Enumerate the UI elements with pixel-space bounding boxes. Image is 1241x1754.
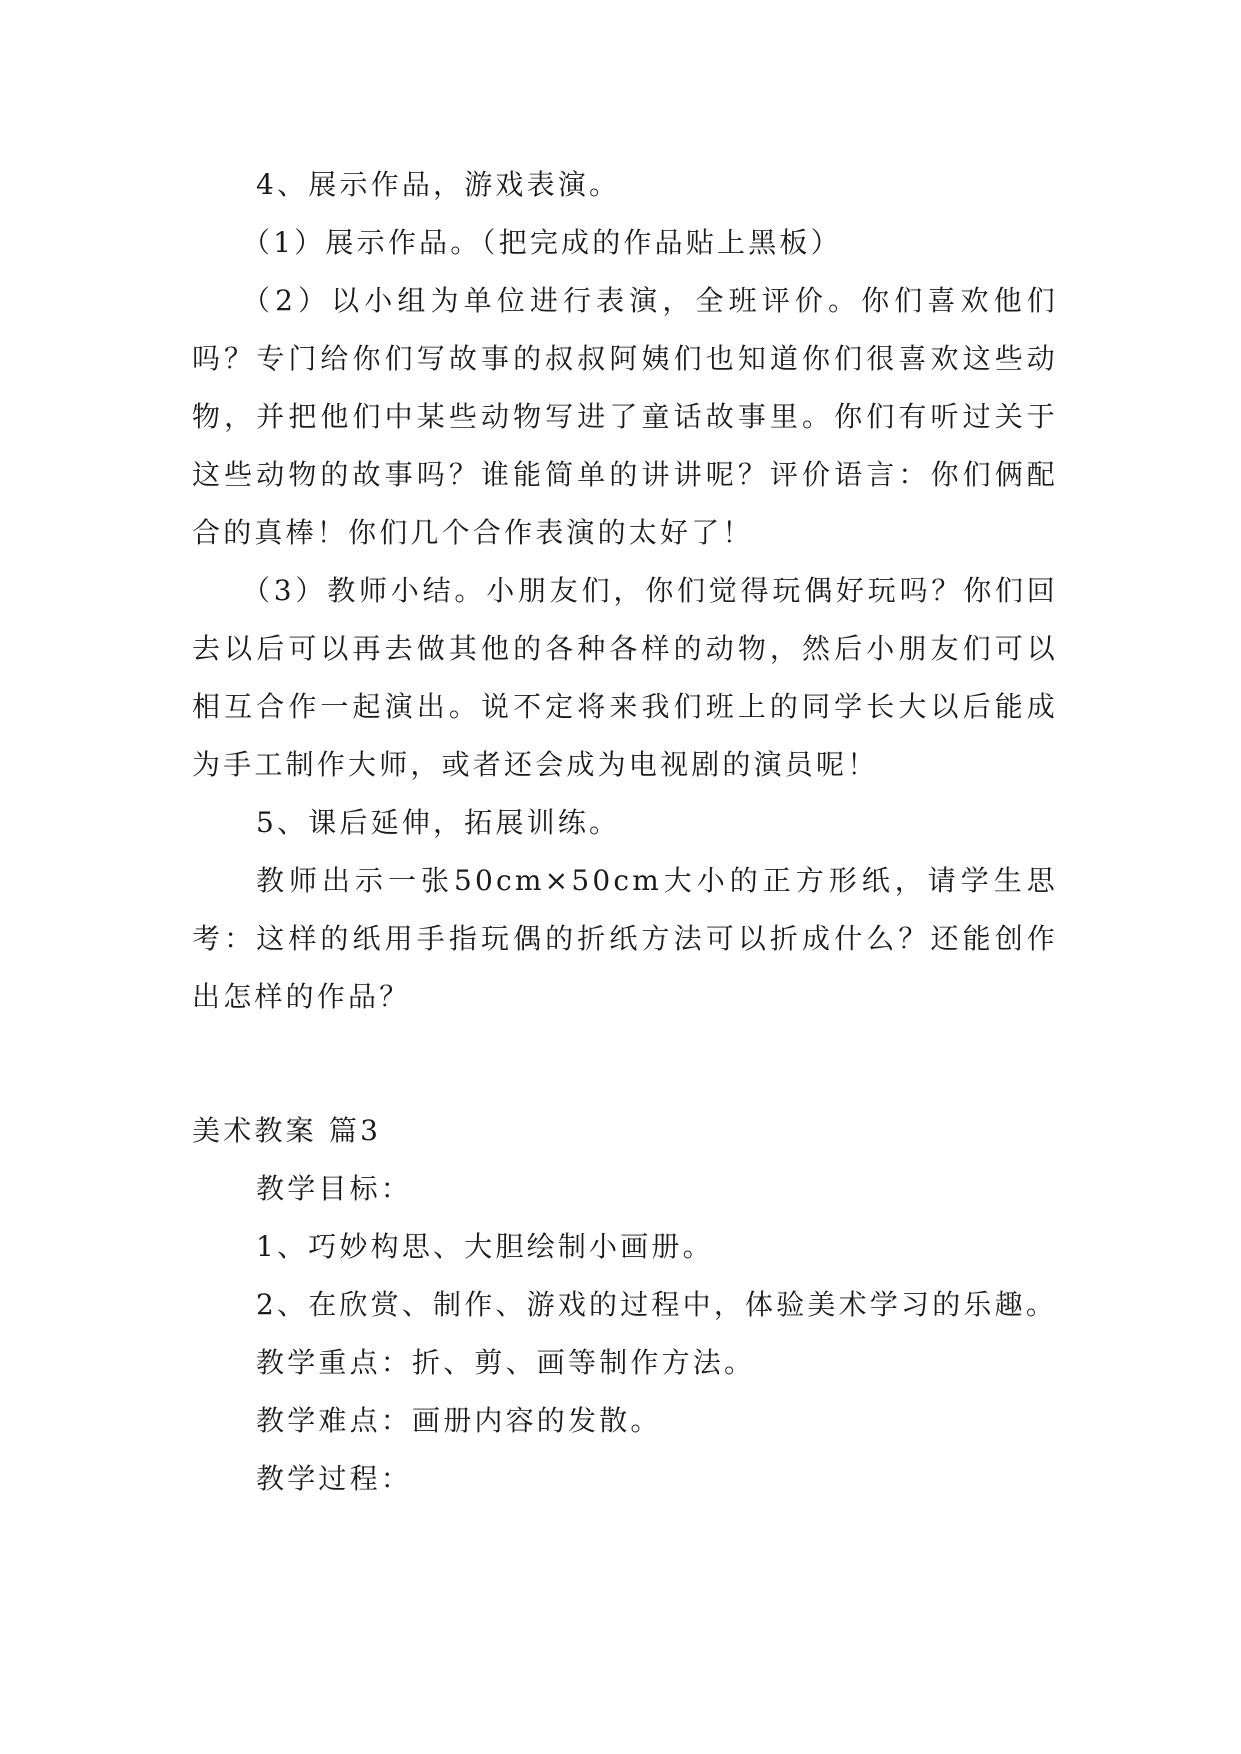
- paragraph-step-5: 5、课后延伸，拓展训练。: [256, 806, 621, 839]
- paragraph-objective-2: 2、在欣赏、制作、游戏的过程中，体验美术学习的乐趣。: [256, 1288, 1058, 1321]
- paragraph-process-title: 教学过程：: [256, 1462, 413, 1495]
- section-heading: 美术教案 篇3: [192, 1114, 382, 1147]
- paragraph-objective-1: 1、巧妙构思、大胆绘制小画册。: [256, 1230, 714, 1263]
- paragraph-step-4-3: （3）教师小结。小朋友们，你们觉得玩偶好玩吗？你们回去以后可以再去做其他的各种各样的动物，然后小朋友们可以相互合作一起演出。说不定将来我们班上的同学长大以后能成为手工制作大师，或者还会成为电视剧的演员呢！: [192, 574, 1058, 781]
- paragraph-key-points: 教学重点：折、剪、画等制作方法。: [256, 1346, 756, 1379]
- paragraph-step-4-1: （1）展示作品。（把完成的作品贴上黑板）: [242, 226, 842, 259]
- paragraph-objectives-title: 教学目标：: [256, 1172, 413, 1205]
- document-page: [192, 156, 1058, 1508]
- paragraph-difficulties: 教学难点：画册内容的发散。: [256, 1404, 662, 1437]
- paragraph-step-4-2: （2）以小组为单位进行表演，全班评价。你们喜欢他们吗？专门给你们写故事的叔叔阿姨们也知道你们很喜欢这些动物，并把他们中某些动物写进了童话故事里。你们有听过关于这些动物的故事吗？谁能简单的讲讲呢？评价语言：你们俩配合的真棒！你们几个合作表演的太好了！: [192, 284, 1058, 549]
- paragraph-extension: 教师出示一张50cm×50cm大小的正方形纸，请学生思考：这样的纸用手指玩偶的折纸方法可以折成什么？还能创作出怎样的作品？: [192, 864, 1058, 1013]
- paragraph-step-4: 4、展示作品，游戏表演。: [256, 168, 621, 201]
